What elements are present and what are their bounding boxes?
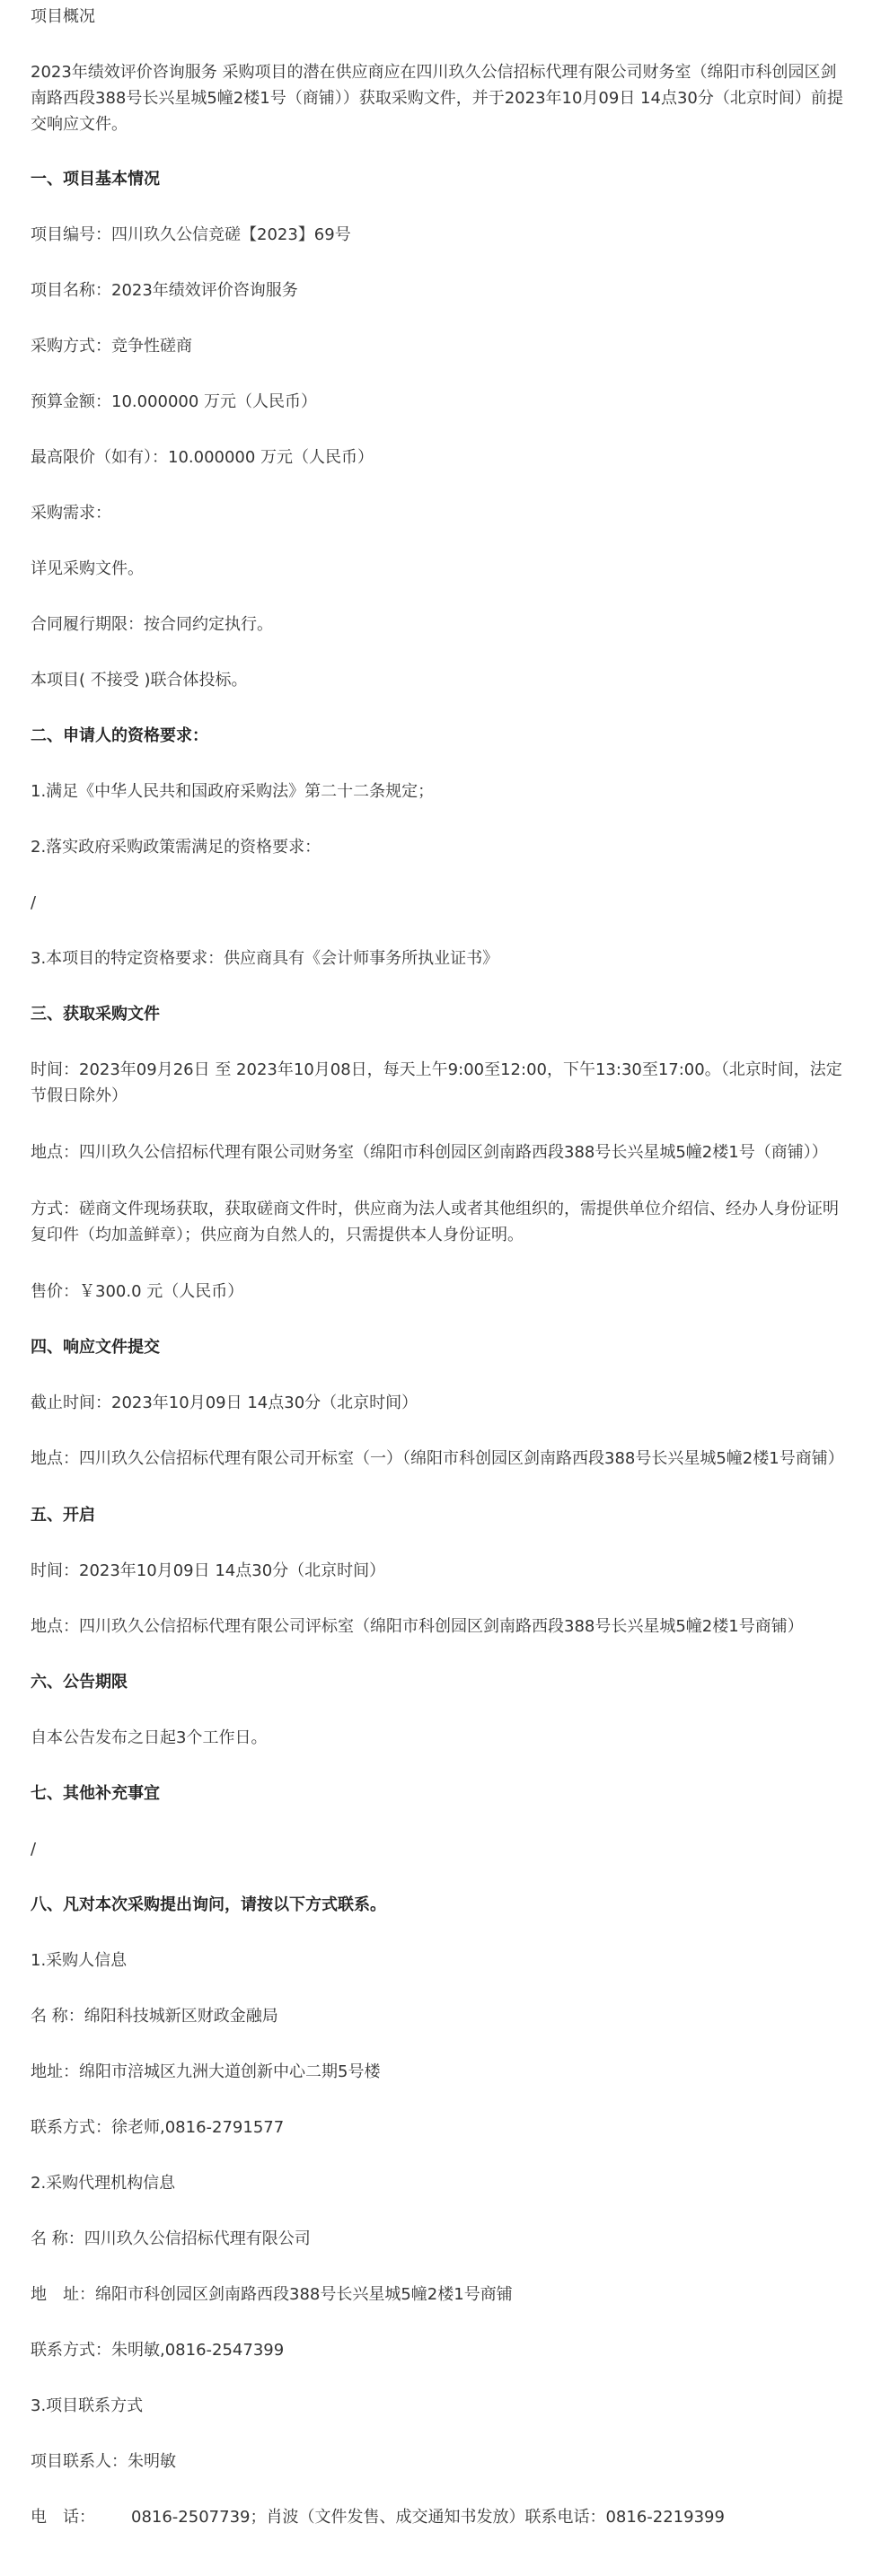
section-other-matters-title: 七、其他补充事宜	[31, 1784, 160, 1803]
opening-time: 时间：2023年10月09日 14点30分（北京时间）	[31, 1561, 386, 1580]
section-submission-title: 四、响应文件提交	[31, 1338, 160, 1357]
agency-address: 地 址：绵阳市科创园区剑南路西段388号长兴星城5幢2楼1号商铺	[31, 2285, 513, 2304]
contract-period: 合同履行期限：按合同约定执行。	[31, 615, 273, 634]
project-name: 项目名称：2023年绩效评价咨询服务	[31, 281, 298, 300]
qualification-item-2: 2.落实政府采购政策需满足的资格要求：	[31, 838, 321, 857]
intro-paragraph: 2023年绩效评价咨询服务 采购项目的潜在供应商应在四川玖久公信招标代理有限公司财务室（绵阳市科创园区剑南路西段388号长兴星城5幢2楼1号（商铺））获取采购文件，并于2023年10月09日 14点30分（北京时间）前提交响应文件。	[31, 63, 843, 134]
other-matters-text: /	[31, 1840, 37, 1859]
purchaser-info-label: 1.采购人信息	[31, 1951, 128, 1970]
section-obtain-docs-title: 三、获取采购文件	[31, 1005, 160, 1024]
section-contact-title: 八、凡对本次采购提出询问，请按以下方式联系。	[31, 1895, 386, 1914]
obtain-time: 时间：2023年09月26日 至 2023年10月08日，每天上午9:00至12:00，下午13:30至17:00。（北京时间，法定节假日除外）	[31, 1060, 842, 1105]
obtain-method: 方式：磋商文件现场获取，获取磋商文件时，供应商为法人或者其他组织的，需提供单位介绍信、经办人身份证明复印件（均加盖鲜章）；供应商为自然人的，只需提供本人身份证明。	[31, 1200, 839, 1244]
qualification-item-2-value: /	[31, 893, 37, 912]
project-number: 项目编号：四川玖久公信竞磋【2023】69号	[31, 225, 351, 244]
max-price: 最高限价（如有）：10.000000 万元（人民币）	[31, 448, 374, 467]
opening-place: 地点：四川玖久公信招标代理有限公司评标室（绵阳市科创园区剑南路西段388号长兴星城5幢2楼1号商铺）	[31, 1617, 804, 1636]
notice-period-text: 自本公告发布之日起3个工作日。	[31, 1728, 268, 1747]
agency-name: 名 称：四川玖久公信招标代理有限公司	[31, 2229, 311, 2248]
procurement-method: 采购方式：竞争性磋商	[31, 337, 192, 356]
purchaser-address: 地址：绵阳市涪城区九洲大道创新中心二期5号楼	[31, 2062, 381, 2081]
qualification-item-1: 1.满足《中华人民共和国政府采购法》第二十二条规定；	[31, 782, 435, 801]
overview-heading: 项目概况	[31, 7, 95, 26]
section-basic-info-title: 一、项目基本情况	[31, 170, 160, 189]
obtain-place: 地点：四川玖久公信招标代理有限公司财务室（绵阳市科创园区剑南路西段388号长兴星城5幢2楼1号（商铺））	[31, 1143, 828, 1162]
budget-amount: 预算金额：10.000000 万元（人民币）	[31, 392, 318, 411]
requirement-text: 详见采购文件。	[31, 559, 144, 578]
purchaser-name: 名 称：绵阳科技城新区财政金融局	[31, 2007, 278, 2026]
document-price: 售价：￥300.0 元（人民币）	[31, 1282, 244, 1301]
submission-place: 地点：四川玖久公信招标代理有限公司开标室（一）（绵阳市科创园区剑南路西段388号长兴星城5幢2楼1号商铺）	[31, 1449, 844, 1468]
project-contact-phone	[31, 2504, 850, 2530]
project-contact-person: 项目联系人：朱明敏	[31, 2452, 176, 2471]
agency-info-label: 2.采购代理机构信息	[31, 2174, 176, 2193]
qualification-item-3: 3.本项目的特定资格要求：供应商具有《会计师事务所执业证书》	[31, 949, 499, 968]
consortium-note: 本项目( 不接受 )联合体投标。	[31, 671, 248, 690]
project-contact-label: 3.项目联系方式	[31, 2396, 144, 2415]
section-opening-title: 五、开启	[31, 1506, 95, 1525]
phone-label: 电 话：	[31, 2508, 95, 2527]
requirement-label: 采购需求：	[31, 504, 111, 523]
agency-contact: 联系方式：朱明敏,0816-2547399	[31, 2341, 285, 2360]
submission-deadline: 截止时间：2023年10月09日 14点30分（北京时间）	[31, 1394, 418, 1412]
section-qualification-title: 二、申请人的资格要求：	[31, 726, 208, 745]
phone-value: 0816-2507739；肖波（文件发售、成交通知书发放）联系电话：0816-2219399	[131, 2508, 725, 2527]
section-notice-period-title: 六、公告期限	[31, 1673, 128, 1692]
purchaser-contact: 联系方式：徐老师,0816-2791577	[31, 2118, 285, 2137]
